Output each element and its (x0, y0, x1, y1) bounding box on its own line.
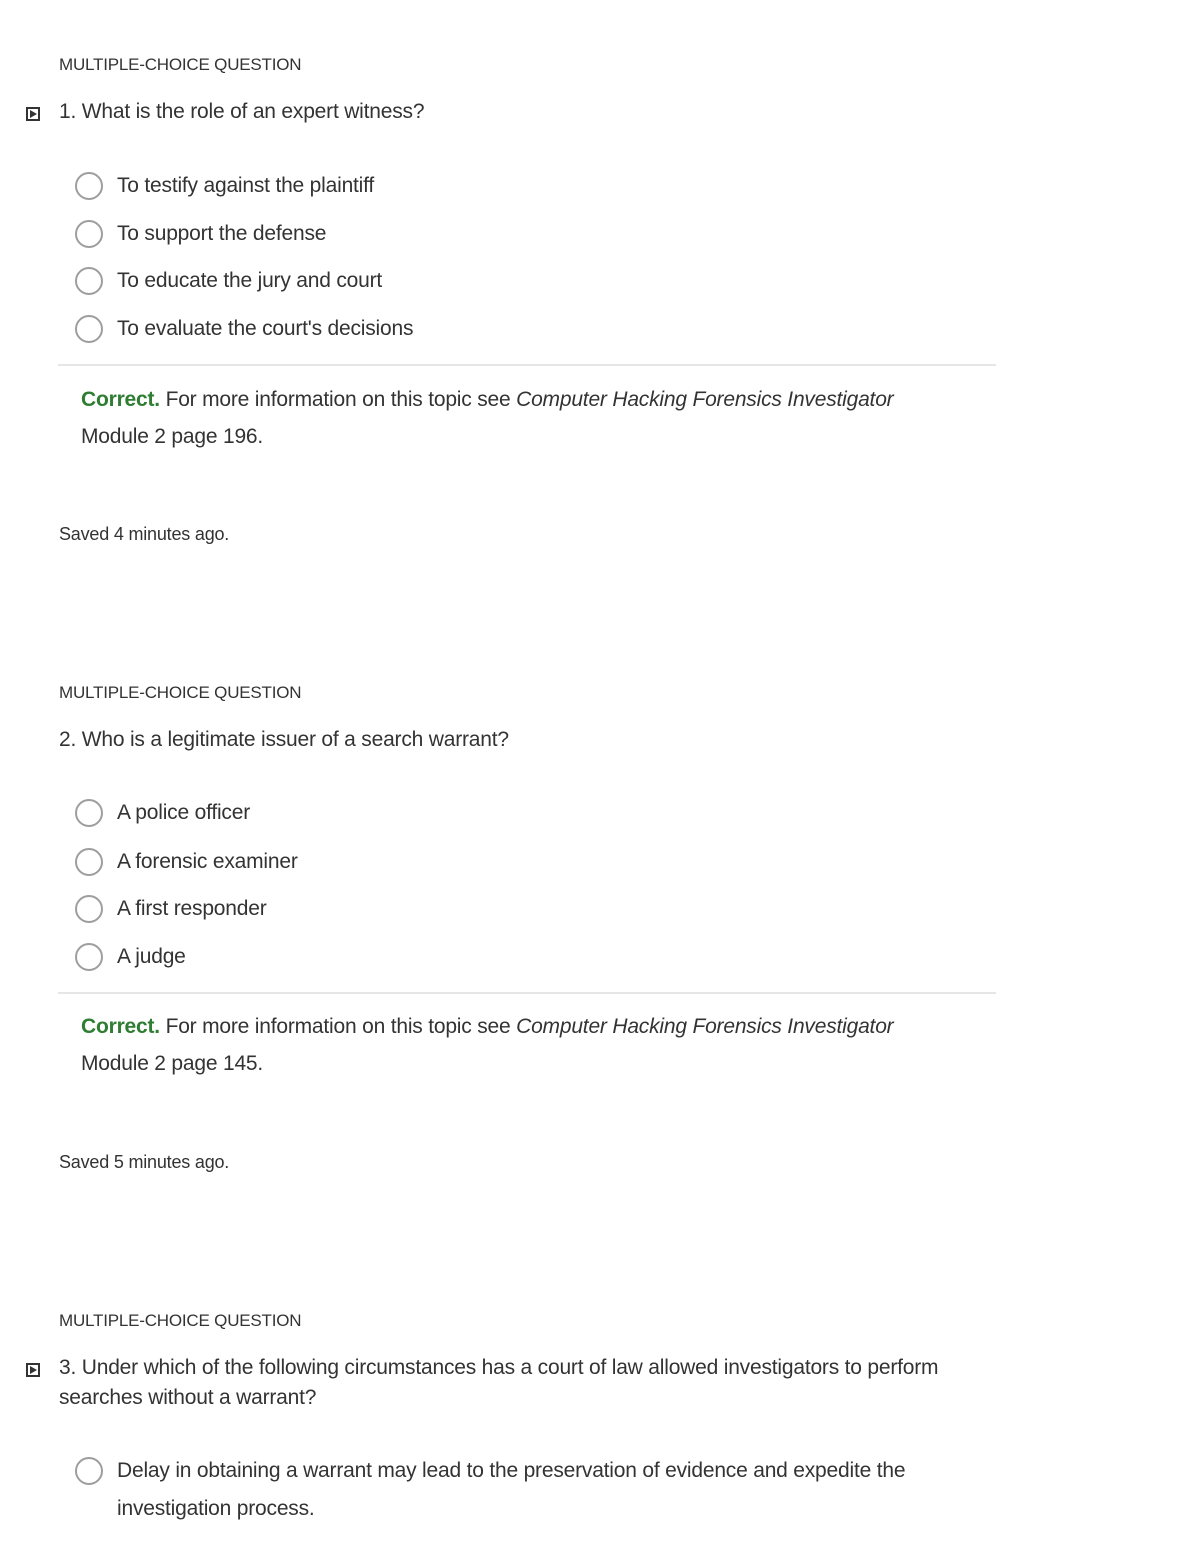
radio-button[interactable] (75, 315, 103, 343)
flag-play-icon[interactable] (26, 107, 40, 121)
saved-status: Saved 5 minutes ago. (59, 1152, 230, 1172)
answer-option-label: A first responder (117, 897, 267, 920)
radio-button[interactable] (75, 1457, 103, 1485)
question-type-label: MULTIPLE-CHOICE QUESTION (59, 1311, 302, 1330)
answer-option-label: A police officer (117, 801, 250, 824)
answer-option-label: To testify against the plaintiff (117, 174, 375, 197)
feedback-message (81, 381, 921, 455)
flag-play-icon[interactable] (26, 1363, 40, 1377)
question-text: 3. Under which of the following circumstances has a court of law allowed investigators to perform searches without a warrant? (59, 1356, 939, 1409)
feedback-text: For more information on this topic see (165, 388, 511, 411)
radio-button[interactable] (75, 943, 103, 971)
feedback-message (81, 1008, 921, 1082)
feedback-reference: Computer Hacking Forensics Investigator (516, 1015, 894, 1038)
answer-option-label: To evaluate the court's decisions (117, 317, 414, 340)
radio-button[interactable] (75, 799, 103, 827)
radio-button[interactable] (75, 220, 103, 248)
answer-option-label: To educate the jury and court (117, 269, 383, 292)
saved-status: Saved 4 minutes ago. (59, 524, 230, 544)
radio-button[interactable] (75, 848, 103, 876)
question-text: 2. Who is a legitimate issuer of a search warrant? (59, 728, 509, 751)
divider (58, 992, 996, 994)
feedback-text: For more information on this topic see (165, 1015, 511, 1038)
question-type-label: MULTIPLE-CHOICE QUESTION (59, 683, 302, 702)
radio-button[interactable] (75, 267, 103, 295)
question-type-label: MULTIPLE-CHOICE QUESTION (59, 55, 302, 74)
feedback-reference: Computer Hacking Forensics Investigator (516, 388, 894, 411)
radio-button[interactable] (75, 895, 103, 923)
divider (58, 364, 996, 366)
answer-option-label: To support the defense (117, 222, 327, 245)
feedback-location: Module 2 page 145. (81, 1052, 264, 1075)
feedback-status: Correct. (81, 1015, 160, 1038)
answer-option-label: A judge (117, 945, 186, 968)
question-text: 1. What is the role of an expert witness? (59, 100, 425, 123)
feedback-location: Module 2 page 196. (81, 425, 264, 448)
answer-option-label: A forensic examiner (117, 850, 298, 873)
radio-button[interactable] (75, 172, 103, 200)
feedback-status: Correct. (81, 388, 160, 411)
answer-option-label: Delay in obtaining a warrant may lead to the preservation of evidence and expedite the investigation process. (117, 1459, 906, 1520)
